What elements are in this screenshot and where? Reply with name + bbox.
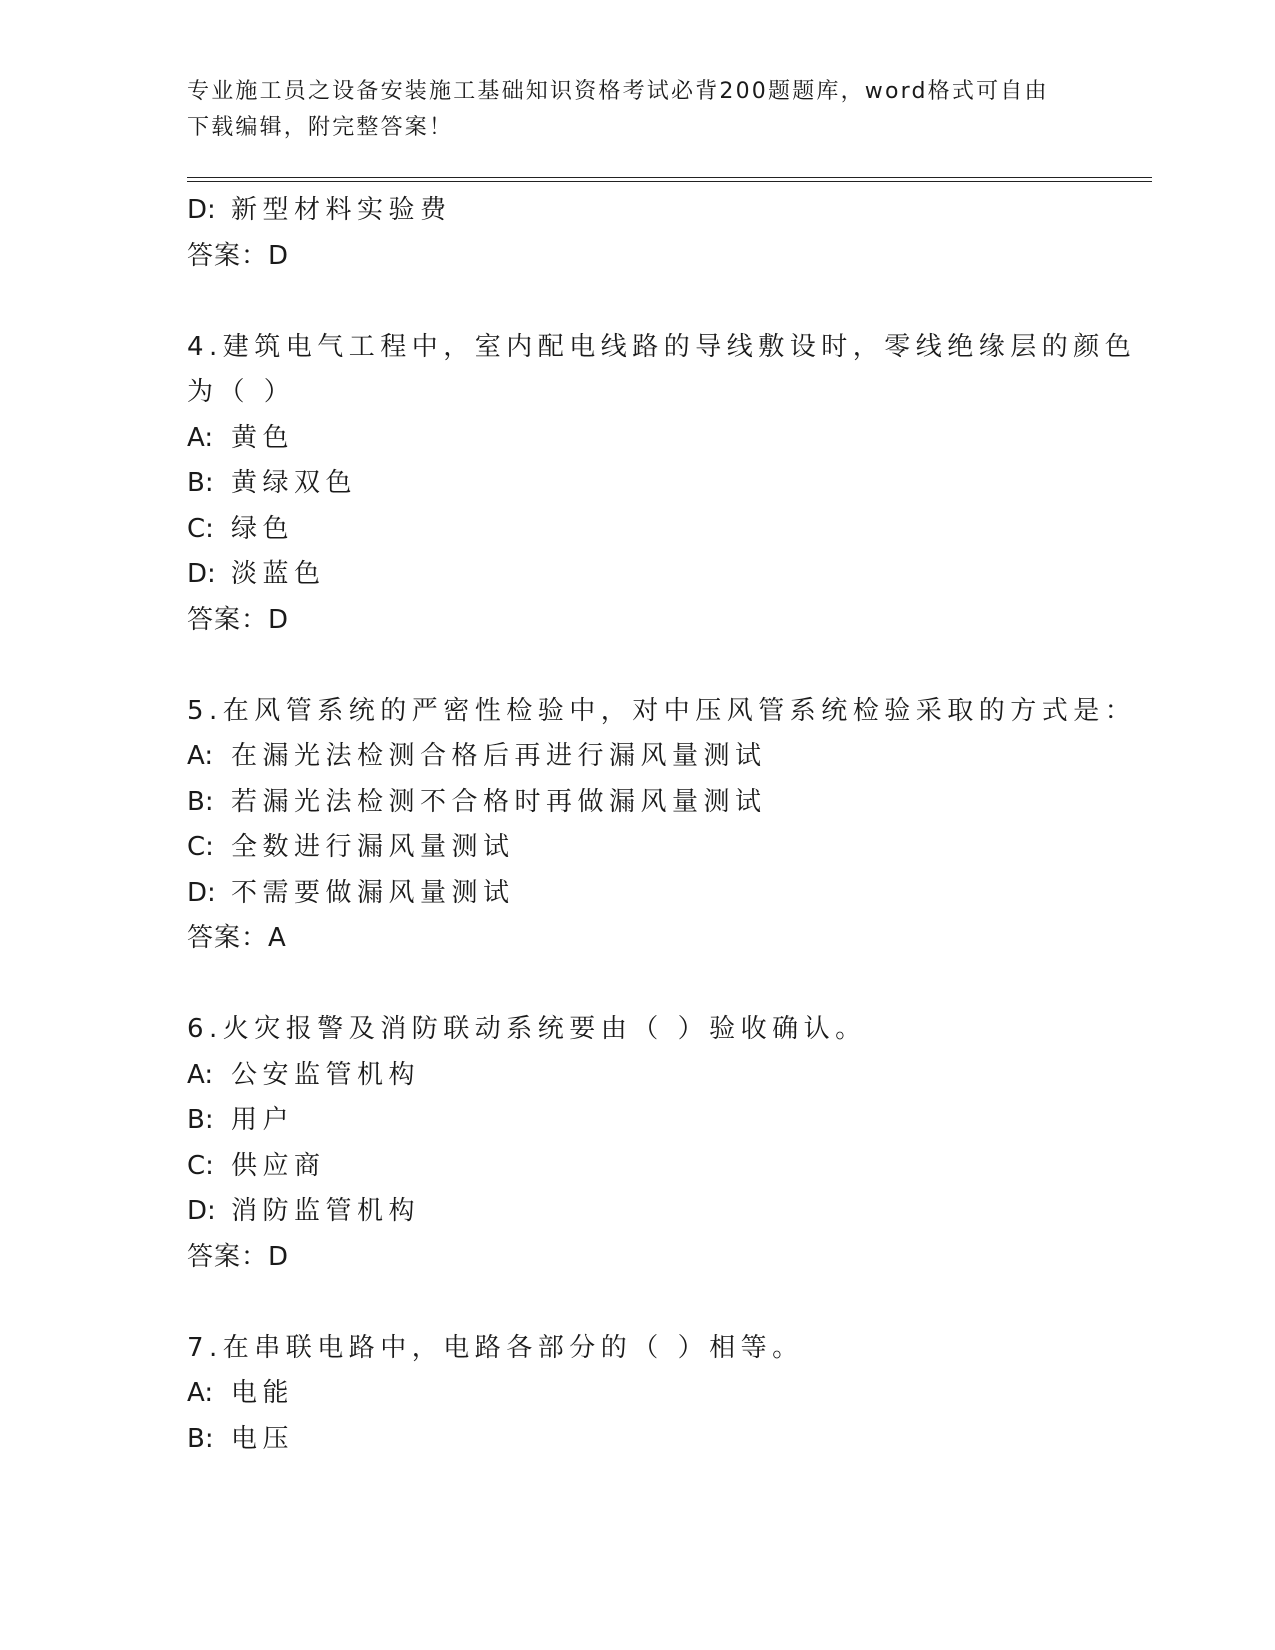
option-d	[187, 552, 1087, 598]
answer-line: 答案：D	[187, 1241, 290, 1272]
option-letter: B:	[187, 468, 214, 498]
option-text: 新型材料实验费	[231, 195, 452, 225]
question-stem: 5.在风管系统的严密性检验中，对中压风管系统检验采取的方式是：	[187, 695, 1137, 726]
option-text: 若漏光法检测不合格时再做漏风量测试	[231, 786, 767, 817]
option-letter: B:	[187, 1105, 214, 1135]
option-text: 淡蓝色	[231, 559, 326, 589]
answer-line: 答案：D	[187, 604, 290, 635]
question-stem: 4.建筑电气工程中，室内配电线路的导线敷设时，零线绝缘层的颜色	[187, 331, 1137, 362]
option-letter: A:	[187, 422, 214, 453]
option-text: 电压	[231, 1423, 295, 1454]
option-b	[187, 780, 1087, 826]
option-c	[187, 507, 1087, 553]
document-header	[187, 74, 1067, 146]
question-spacer	[187, 962, 1087, 1008]
question-spacer	[187, 279, 1087, 325]
question-stem: 7.在串联电路中，电路各部分的（ ）相等。	[187, 1332, 804, 1363]
option-letter: D:	[187, 195, 216, 225]
question-stem-continued: 为（ ）	[187, 377, 296, 407]
option-letter: D:	[187, 877, 216, 908]
option-letter: C:	[187, 1150, 214, 1181]
option-text: 电能	[231, 1378, 295, 1408]
option-a	[187, 734, 1087, 780]
option-text: 供应商	[231, 1150, 326, 1181]
question-spacer	[187, 643, 1087, 689]
header-title-line-1: 专业施工员之设备安装施工基础知识资格考试必背200题题库，word格式可自由	[187, 79, 1049, 104]
option-a	[187, 1053, 1087, 1099]
option-c	[187, 1144, 1087, 1190]
answer-line: 答案：A	[187, 923, 287, 953]
option-a	[187, 416, 1087, 462]
option-text: 不需要做漏风量测试	[231, 877, 515, 908]
option-d	[187, 871, 1087, 917]
option-letter: A:	[187, 1059, 214, 1090]
option-d	[187, 188, 1087, 234]
option-letter: A:	[187, 1378, 214, 1408]
option-text: 在漏光法检测合格后再进行漏风量测试	[231, 741, 767, 771]
option-text: 绿色	[231, 513, 295, 544]
option-letter: A:	[187, 741, 214, 771]
option-text: 公安监管机构	[231, 1059, 421, 1090]
option-text: 黄色	[231, 422, 295, 453]
option-letter: C:	[187, 513, 214, 544]
option-c	[187, 825, 1087, 871]
header-title-line-2: 下载编辑，附完整答案！	[187, 115, 454, 140]
option-letter: D:	[187, 1196, 216, 1226]
option-letter: B:	[187, 786, 214, 817]
option-letter: B:	[187, 1423, 214, 1454]
option-a	[187, 1371, 1087, 1417]
header-divider-thick	[187, 181, 1152, 182]
option-text: 全数进行漏风量测试	[231, 832, 515, 862]
option-text: 用户	[231, 1105, 295, 1135]
option-text: 黄绿双色	[231, 468, 358, 498]
option-b	[187, 1417, 1087, 1463]
header-divider-thin	[187, 177, 1152, 178]
option-d	[187, 1189, 1087, 1235]
option-text: 消防监管机构	[231, 1196, 421, 1226]
answer-line: 答案：D	[187, 240, 290, 271]
option-letter: C:	[187, 832, 214, 862]
option-b	[187, 1098, 1087, 1144]
option-b	[187, 461, 1087, 507]
question-spacer	[187, 1280, 1087, 1326]
option-letter: D:	[187, 559, 216, 589]
question-stem: 6.火灾报警及消防联动系统要由（ ）验收确认。	[187, 1014, 867, 1044]
question-list	[187, 188, 1137, 1462]
